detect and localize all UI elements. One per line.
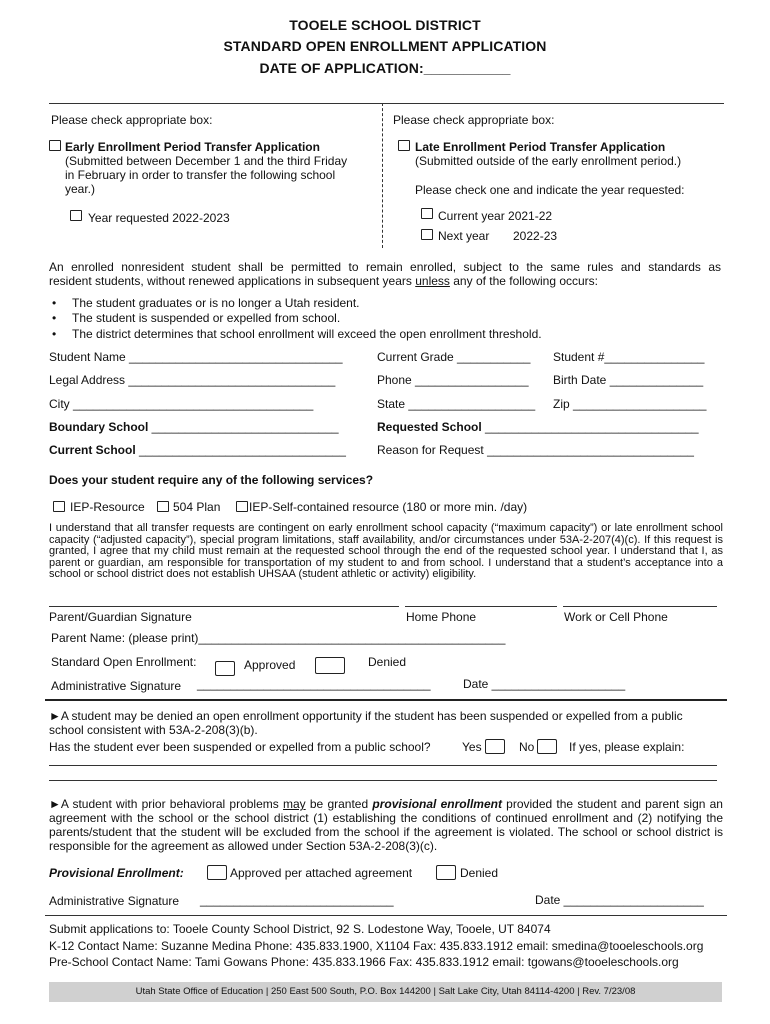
policy-intro-b-text: resident students, without renewed applications in subsequent years <box>49 274 416 288</box>
current-grade-field[interactable]: Current Grade ___________ <box>377 350 531 364</box>
section-divider <box>45 915 727 916</box>
year-requested-label: Year requested 2022-2023 <box>88 211 230 225</box>
denied-label: Denied <box>368 655 407 669</box>
current-school-label: Current School <box>49 443 136 457</box>
current-year-checkbox[interactable] <box>421 208 433 219</box>
late-enrollment-title: Late Enrollment Period Transfer Application <box>415 140 666 154</box>
approved-checkbox[interactable] <box>215 661 235 676</box>
home-phone-label: Home Phone <box>406 610 477 624</box>
policy-intro-c: any of the following occurs: <box>449 274 598 288</box>
early-enrollment-title: Early Enrollment Period Transfer Application <box>65 140 320 154</box>
approved-label: Approved <box>244 658 296 672</box>
next-year-label: Next year <box>438 229 490 243</box>
right-check-label: Please check appropriate box: <box>393 113 555 127</box>
state-field[interactable]: State ___________________ <box>377 397 536 411</box>
divider <box>49 103 724 104</box>
district-title: TOOELE SCHOOL DISTRICT <box>289 17 481 33</box>
provisional-para-rest: provided the student and parent sign an agreement with the school or the school district (1) establishing the conditions of continued enrollment and (2) notifying the parents/student that the student will be excluded from the school if the agreement is violated. The school or school district is responsible for the agreement as allowed under Section 53A-2-208(3)(c). <box>49 797 723 853</box>
provisional-para-emphasis: provisional enrollment <box>372 797 502 811</box>
provisional-date-field[interactable]: Date _____________________ <box>535 893 704 907</box>
student-name-field[interactable]: Student Name ________________________________ <box>49 350 343 364</box>
early-enrollment-checkbox[interactable] <box>49 140 61 151</box>
boundary-school-label: Boundary School <box>49 420 149 434</box>
city-field[interactable]: City ____________________________________ <box>49 397 314 411</box>
yes-checkbox[interactable] <box>485 739 505 754</box>
suspension-para-b: school consistent with 53A-2-208(3)(b). <box>49 723 258 737</box>
next-year-value: 2022-23 <box>513 229 558 243</box>
admin-signature-label: Administrative Signature <box>51 679 182 693</box>
policy-unless: unless <box>415 274 450 288</box>
explain-label: If yes, please explain: <box>569 740 685 754</box>
policy-bullet-3: The district determines that school enrollment will exceed the open enrollment threshold. <box>72 327 542 341</box>
parent-signature-label: Parent/Guardian Signature <box>49 610 192 624</box>
provisional-denied-checkbox[interactable] <box>436 865 456 880</box>
work-phone-label: Work or Cell Phone <box>564 610 668 624</box>
iep-resource-checkbox[interactable] <box>53 501 65 512</box>
504-plan-label: 504 Plan <box>173 500 221 514</box>
k12-contact: K-12 Contact Name: Suzanne Medina Phone: 435.833.1900, X1104 Fax: 435.833.1912 email: smedina@tooeleschools.org <box>49 939 704 953</box>
column-divider <box>382 103 383 248</box>
early-enrollment-desc-2: in February in order to transfer the following school <box>65 168 336 182</box>
parent-signature-line[interactable] <box>49 606 399 607</box>
iep-self-contained-checkbox[interactable] <box>236 501 248 512</box>
provisional-para-may: may <box>282 797 306 811</box>
date-of-application: DATE OF APPLICATION:___________ <box>259 60 511 76</box>
admin-signature-line[interactable]: ___________________________________ <box>197 677 431 691</box>
current-year-label: Current year 2021-22 <box>438 209 553 223</box>
504-plan-checkbox[interactable] <box>157 501 169 512</box>
home-phone-line[interactable] <box>405 606 557 607</box>
provisional-admin-sig-line[interactable]: _____________________________ <box>200 893 394 907</box>
current-school-field[interactable] <box>49 443 346 457</box>
provisional-admin-sig-label: Administrative Signature <box>49 894 180 908</box>
explain-line-1[interactable] <box>49 765 717 766</box>
date-field[interactable]: Date ____________________ <box>463 677 626 691</box>
parent-name-field[interactable]: Parent Name: (please print)______________________________________________ <box>51 631 506 645</box>
late-enrollment-desc: (Submitted outside of the early enrollment period.) <box>415 154 682 168</box>
provisional-label: Provisional Enrollment: <box>49 866 184 880</box>
bullet-icon: • <box>52 327 57 341</box>
work-phone-line[interactable] <box>563 606 717 607</box>
indicate-year-label: Please check one and indicate the year requested: <box>415 183 685 197</box>
next-year-checkbox[interactable] <box>421 229 433 240</box>
legal-address-field[interactable]: Legal Address _______________________________ <box>49 373 336 387</box>
provisional-para-mid: be granted <box>305 797 373 811</box>
standard-enrollment-label: Standard Open Enrollment: <box>51 655 197 669</box>
no-checkbox[interactable] <box>537 739 557 754</box>
late-enrollment-checkbox[interactable] <box>398 140 410 151</box>
provisional-denied-label: Denied <box>460 866 499 880</box>
year-requested-checkbox[interactable] <box>70 210 82 221</box>
zip-field[interactable]: Zip ____________________ <box>553 397 707 411</box>
policy-intro-a: An enrolled nonresident student shall be permitted to remain enrolled, subject to the same rules and standards as <box>49 260 721 274</box>
provisional-para-start: ►A student with prior behavioral problems <box>49 797 283 811</box>
section-divider <box>45 699 727 701</box>
services-question: Does your student require any of the following services? <box>49 473 374 487</box>
current-school-line: _______________________________ <box>135 443 346 457</box>
left-check-label: Please check appropriate box: <box>51 113 213 127</box>
early-enrollment-desc-3: year.) <box>65 182 96 196</box>
provisional-approved-label: Approved per attached agreement <box>230 866 413 880</box>
agreement-text: I understand that all transfer requests are contingent on early enrollment school capacity (“maximum capacity”) or late enrollment school capacity (“adjusted capacity”), special program limitations, staff availability, and/or circumstances under 53A-2-207(4)(c). If this request is granted, I agree that my child must remain at the requested school through the end of the requested school year. I understand that I, as parent or guardian, am responsible for transportation of my student to and from school. I understand that a student’s acceptance into a school or school district does not establish UHSAA (student athletic or activity) eligibility. <box>49 522 723 580</box>
explain-line-2[interactable] <box>49 780 717 781</box>
submit-address: Submit applications to: Tooele County School District, 92 S. Lodestone Way, Tooele, UT 84074 <box>49 922 551 936</box>
policy-intro-b <box>49 274 598 288</box>
iep-self-contained-label: IEP-Self-contained resource (180 or more min. /day) <box>249 500 528 514</box>
phone-field[interactable]: Phone _________________ <box>377 373 529 387</box>
footer-bar <box>49 982 722 1002</box>
provisional-approved-checkbox[interactable] <box>207 865 227 880</box>
requested-school-field[interactable] <box>377 420 699 434</box>
footer-text: Utah State Office of Education | 250 East 500 South, P.O. Box 144200 | Salt Lake City, Utah 84114-4200 | Rev. 7/23/08 <box>135 986 636 997</box>
denied-checkbox[interactable] <box>315 657 345 674</box>
bullet-icon: • <box>52 296 57 310</box>
yes-label: Yes <box>462 740 482 754</box>
student-number-field[interactable]: Student #_______________ <box>553 350 705 364</box>
no-label: No <box>519 740 535 754</box>
provisional-paragraph <box>49 797 723 853</box>
boundary-school-line: ____________________________ <box>148 420 339 434</box>
birth-date-field[interactable]: Birth Date ______________ <box>553 373 704 387</box>
requested-school-line: ________________________________ <box>481 420 699 434</box>
policy-bullet-2: The student is suspended or expelled from school. <box>72 311 341 325</box>
suspension-para-a: ►A student may be denied an open enrollment opportunity if the student has been suspended or expelled from a public <box>49 709 683 723</box>
iep-resource-label: IEP-Resource <box>70 500 145 514</box>
policy-bullet-1: The student graduates or is no longer a Utah resident. <box>72 296 360 310</box>
preschool-contact: Pre-School Contact Name: Tami Gowans Phone: 435.833.1966 Fax: 435.833.1912 email: tgowans@tooeleschools.org <box>49 955 679 969</box>
early-enrollment-desc-1: (Submitted between December 1 and the third Friday <box>65 154 348 168</box>
form-title: STANDARD OPEN ENROLLMENT APPLICATION <box>223 38 547 54</box>
suspension-question: Has the student ever been suspended or expelled from a public school? <box>49 740 431 754</box>
bullet-icon: • <box>52 311 57 325</box>
requested-school-label: Requested School <box>377 420 482 434</box>
reason-field[interactable]: Reason for Request _______________________________ <box>377 443 694 457</box>
boundary-school-field[interactable] <box>49 420 339 434</box>
